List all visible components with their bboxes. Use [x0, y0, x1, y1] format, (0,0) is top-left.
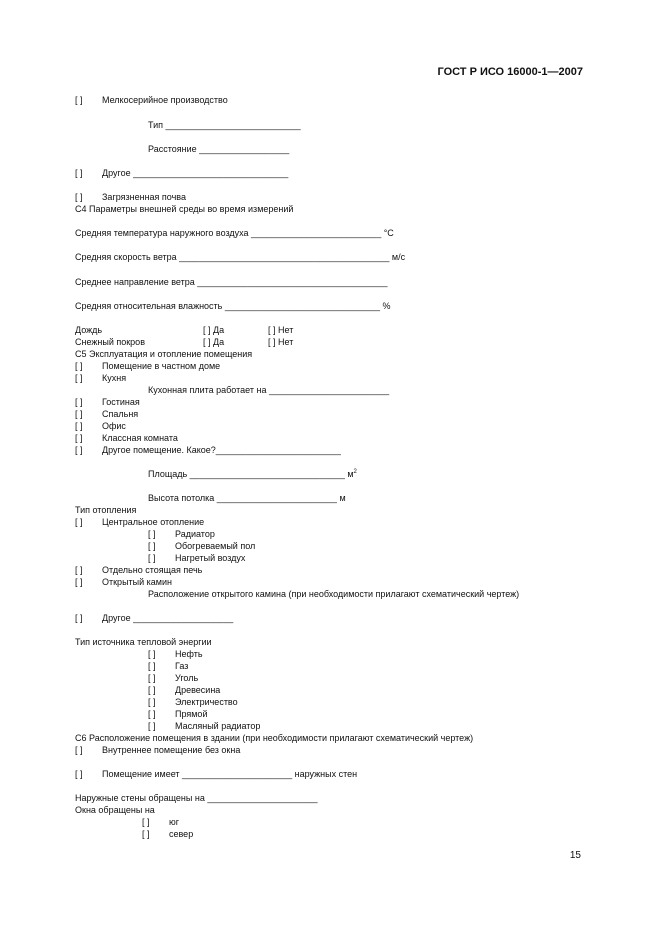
- checkbox[interactable]: [ ]: [148, 685, 156, 695]
- option-label: Электричество: [175, 697, 238, 707]
- option-label: Масляный радиатор: [175, 721, 261, 731]
- area-unit-exponent: 2: [353, 469, 357, 475]
- option-label: Другое _______________________________: [102, 168, 289, 178]
- option-label: Отдельно стоящая печь: [102, 565, 203, 575]
- option-label: Помещение имеет ______________________ наружных стен: [102, 769, 358, 779]
- checkbox[interactable]: [ ]: [75, 577, 83, 587]
- option-label: юг: [169, 817, 180, 827]
- checkbox[interactable]: [ ]: [148, 661, 156, 671]
- checkbox[interactable]: [ ]: [75, 445, 83, 455]
- checkbox[interactable]: [ ]: [148, 529, 156, 539]
- checkbox-no[interactable]: [ ] Нет: [268, 325, 294, 335]
- option-label: Радиатор: [175, 529, 215, 539]
- section-heading: С5 Эксплуатация и отопление помещения: [75, 349, 253, 359]
- option-label: Помещение в частном доме: [102, 361, 221, 371]
- checkbox[interactable]: [ ]: [75, 373, 83, 383]
- checkbox-yes[interactable]: [ ] Да: [203, 325, 225, 335]
- checkbox[interactable]: [ ]: [142, 829, 150, 839]
- group-heading: Тип источника тепловой энергии: [75, 637, 212, 647]
- field-line: Среднее направление ветра ______________________________________: [75, 277, 388, 287]
- field-line: Средняя температура наружного воздуха __________________________ °С: [75, 228, 394, 238]
- field-label: Дождь: [75, 325, 103, 335]
- field-line: Наружные стены обращены на ______________________: [75, 793, 318, 803]
- option-label: Газ: [175, 661, 189, 671]
- option-label: Другое помещение. Какое?_________________________: [102, 445, 341, 455]
- checkbox-no[interactable]: [ ] Нет: [268, 337, 294, 347]
- checkbox[interactable]: [ ]: [75, 433, 83, 443]
- option-label: Спальня: [102, 409, 139, 419]
- option-label: Нагретый воздух: [175, 553, 246, 563]
- section-heading: С6 Расположение помещения в здании (при необходимости прилагают схематический чертеж): [75, 733, 474, 743]
- checkbox[interactable]: [ ]: [148, 541, 156, 551]
- document-header: ГОСТ Р ИСО 16000-1—2007: [437, 66, 583, 78]
- checkbox[interactable]: [ ]: [75, 745, 83, 755]
- option-label: Загрязненная почва: [102, 192, 186, 202]
- option-label: Другое ____________________: [102, 613, 234, 623]
- option-label: Внутреннее помещение без окна: [102, 745, 241, 755]
- field-line: Средняя относительная влажность _______________________________ %: [75, 301, 391, 311]
- option-label: Прямой: [175, 709, 208, 719]
- field-line: Средняя скорость ветра __________________________________________ м/с: [75, 252, 406, 262]
- checkbox[interactable]: [ ]: [75, 397, 83, 407]
- checkbox[interactable]: [ ]: [148, 553, 156, 563]
- option-label: Нефть: [175, 649, 203, 659]
- area-label: Площадь _______________________________ м: [148, 469, 354, 479]
- checkbox[interactable]: [ ]: [75, 409, 83, 419]
- checkbox[interactable]: [ ]: [75, 95, 83, 105]
- group-heading: Тип отопления: [75, 505, 137, 515]
- option-label: Офис: [102, 421, 126, 431]
- field-line: Тип ___________________________: [148, 120, 301, 130]
- field-label: Снежный покров: [75, 337, 145, 347]
- option-label: Мелкосерийное производство: [102, 95, 228, 105]
- checkbox[interactable]: [ ]: [148, 709, 156, 719]
- checkbox[interactable]: [ ]: [148, 673, 156, 683]
- option-label: Гостиная: [102, 397, 140, 407]
- option-label: Центральное отопление: [102, 517, 205, 527]
- option-label: Классная комната: [102, 433, 178, 443]
- checkbox[interactable]: [ ]: [75, 517, 83, 527]
- option-label: Открытый камин: [102, 577, 172, 587]
- checkbox[interactable]: [ ]: [75, 769, 83, 779]
- checkbox[interactable]: [ ]: [75, 361, 83, 371]
- checkbox-yes[interactable]: [ ] Да: [203, 337, 225, 347]
- checkbox[interactable]: [ ]: [148, 649, 156, 659]
- checkbox[interactable]: [ ]: [75, 421, 83, 431]
- checkbox[interactable]: [ ]: [142, 817, 150, 827]
- field-line: Высота потолка ________________________ м: [148, 493, 346, 503]
- checkbox[interactable]: [ ]: [75, 192, 83, 202]
- field-line-area: [148, 469, 357, 480]
- option-label: Древесина: [175, 685, 221, 695]
- field-line: Кухонная плита работает на ________________________: [148, 385, 390, 395]
- option-label: Обогреваемый пол: [175, 541, 256, 551]
- field-label: Окна обращены на: [75, 805, 155, 815]
- checkbox[interactable]: [ ]: [148, 697, 156, 707]
- note-line: Расположение открытого камина (при необходимости прилагают схематический чертеж): [148, 589, 520, 599]
- page-number: 15: [569, 850, 581, 861]
- checkbox[interactable]: [ ]: [75, 565, 83, 575]
- option-label: Кухня: [102, 373, 127, 383]
- option-label: север: [169, 829, 194, 839]
- checkbox[interactable]: [ ]: [148, 721, 156, 731]
- option-label: Уголь: [175, 673, 199, 683]
- checkbox[interactable]: [ ]: [75, 168, 83, 178]
- section-heading: С4 Параметры внешней среды во время измерений: [75, 204, 294, 214]
- checkbox[interactable]: [ ]: [75, 613, 83, 623]
- field-line: Расстояние __________________: [148, 144, 290, 154]
